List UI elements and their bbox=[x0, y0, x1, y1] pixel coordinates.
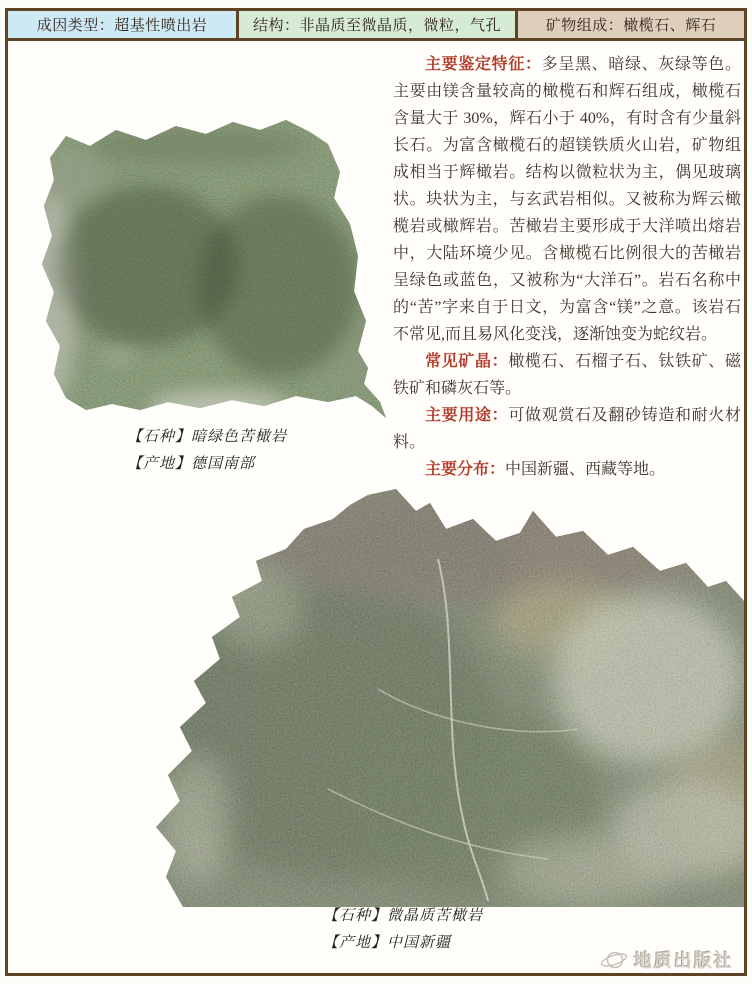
section-distribution-body: 中国新疆、西藏等地。 bbox=[505, 461, 666, 478]
rock-photo-dark-green-picrite bbox=[28, 106, 400, 422]
publisher-name: 地质出版社 bbox=[634, 951, 734, 971]
publisher-watermark bbox=[600, 944, 734, 976]
photo1-caption bbox=[127, 423, 287, 477]
globe-icon bbox=[600, 947, 628, 973]
structure-label: 结构：非晶质至微晶质，微粒，气孔 bbox=[252, 17, 501, 34]
content-frame bbox=[5, 38, 747, 976]
section-distribution bbox=[393, 456, 741, 483]
rock-description-text bbox=[393, 51, 741, 483]
header-cell-structure bbox=[236, 11, 515, 38]
rock-info-header bbox=[5, 8, 747, 41]
section-main-uses-heading: 主要用途： bbox=[425, 407, 509, 424]
section-identification bbox=[393, 51, 741, 348]
section-common-minerals bbox=[393, 348, 741, 402]
section-main-uses-body: 可做观赏石及翻砂铸造和耐火材料。 bbox=[393, 407, 741, 451]
header-cell-mineral-composition bbox=[515, 11, 744, 38]
rock-photo-microcrystalline-picrite bbox=[128, 489, 744, 907]
header-cell-genesis-type bbox=[8, 11, 236, 38]
section-main-uses bbox=[393, 402, 741, 456]
photo2-caption bbox=[323, 902, 483, 956]
photo2-stone-type: 【石种】微晶质苦橄岩 bbox=[323, 906, 484, 924]
photo1-stone-type: 【石种】暗绿色苦橄岩 bbox=[127, 427, 288, 445]
section-common-minerals-body: 橄榄石、石榴子石、钛铁矿、磁铁矿和磷灰石等。 bbox=[393, 353, 741, 397]
section-identification-heading: 主要鉴定特征： bbox=[425, 56, 542, 73]
photo2-origin: 【产地】中国新疆 bbox=[323, 933, 452, 951]
section-identification-body: 多呈黑、暗绿、灰绿等色。主要由镁含量较高的橄榄石和辉石组成，橄榄石含量大于 30%，辉石小于 40%，有时含有少量斜长石。为富含橄榄石的超镁铁质火山岩，矿物组成相当于辉橄岩。结构以微粒状为主，偶见玻璃状。块状为主，与玄武岩相似。又被称为辉云橄榄岩或橄辉岩。苦橄岩主要形成于大洋喷出熔岩中，大陆环境少见。含橄榄石比例很大的苦橄岩呈绿色或蓝色，又被称为“大洋石”。岩石名称中的“苦”字来自于日文，为富含“镁”之意。该岩石不常见,而且易风化变浅，逐渐蚀变为蛇纹岩。 bbox=[393, 56, 741, 343]
section-distribution-heading: 主要分布： bbox=[425, 461, 506, 478]
mineral-composition-label: 矿物组成：橄榄石、辉石 bbox=[545, 17, 717, 34]
genesis-type-label: 成因类型：超基性喷出岩 bbox=[36, 17, 208, 34]
section-common-minerals-heading: 常见矿晶： bbox=[425, 353, 509, 370]
photo1-origin: 【产地】德国南部 bbox=[127, 454, 256, 472]
